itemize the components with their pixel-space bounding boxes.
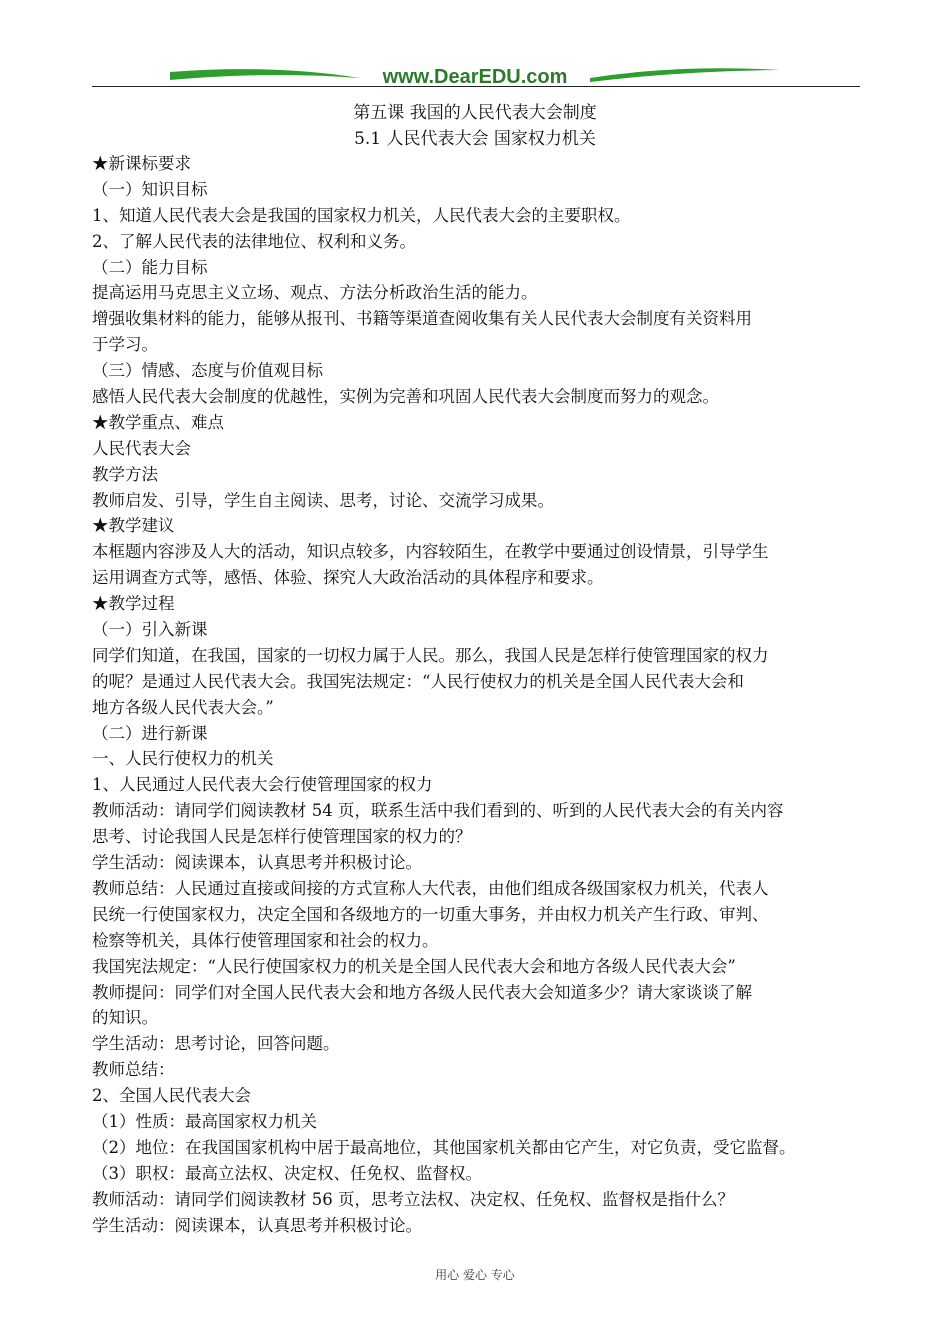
- text-line: （二）进行新课: [92, 723, 208, 743]
- text-line: 教师活动：请同学们阅读教材 56 页，思考立法权、决定权、任免权、监督权是指什么？: [92, 1189, 734, 1209]
- text-line: （一）引入新课: [92, 620, 208, 640]
- text-line: （二）能力目标: [92, 257, 208, 277]
- text-line: 思考、讨论我国人民是怎样行使管理国家的权力的？: [92, 827, 472, 847]
- text-line: 的知识。: [92, 1008, 158, 1028]
- text-line: （三）情感、态度与价值观目标: [92, 361, 323, 381]
- text-line: 民统一行使国家权力，决定全国和各级地方的一切重大事务，并由权力机关产生行政、审判、: [92, 904, 769, 924]
- site-logo-banner: [170, 62, 780, 92]
- text-line: 人民代表大会: [92, 438, 191, 458]
- text-line: 教师启发、引导，学生自主阅读、思考，讨论、交流学习成果。: [92, 490, 554, 510]
- text-line: 2、了解人民代表的法律地位、权利和义务。: [92, 231, 416, 251]
- text-line: 于学习。: [92, 335, 158, 355]
- text-line: 1、人民通过人民代表大会行使管理国家的权力: [92, 775, 433, 795]
- header-rule: [92, 86, 860, 87]
- text-line: 学生活动：阅读课本，认真思考并积极讨论。: [92, 1215, 422, 1235]
- text-line: ★新课标要求: [92, 154, 191, 173]
- text-line: 的呢？是通过人民代表大会。我国宪法规定：“人民行使权力的机关是全国人民代表大会和: [92, 671, 744, 691]
- text-line: （1）性质：最高国家权力机关: [92, 1111, 317, 1131]
- section-subtitle: 5.1 人民代表大会 国家权力机关: [354, 129, 596, 149]
- text-line: 检察等机关，具体行使管理国家和社会的权力。: [92, 930, 439, 950]
- page-footer: 用心 爱心 专心: [435, 1268, 515, 1282]
- text-line: ★教学建议: [92, 516, 175, 536]
- right-swoosh: [590, 68, 780, 82]
- text-line: 学生活动：思考讨论，回答问题。: [92, 1034, 340, 1054]
- text-line: （2）地位：在我国国家机构中居于最高地位，其他国家机关都由它产生，对它负责，受它监督。: [92, 1137, 796, 1157]
- text-line: 教学方法: [92, 464, 158, 484]
- text-line: （一）知识目标: [92, 179, 208, 199]
- lesson-title: 第五课 我国的人民代表大会制度: [353, 103, 597, 123]
- left-swoosh: [170, 69, 360, 80]
- text-line: 本框题内容涉及人大的活动，知识点较多，内容较陌生，在教学中要通过创设情景，引导学生: [92, 542, 769, 562]
- text-line: 教师总结：: [92, 1060, 175, 1080]
- text-line: 地方各级人民代表大会。”: [92, 697, 274, 717]
- text-line: 运用调查方式等，感悟、体验、探究人大政治活动的具体程序和要求。: [92, 568, 604, 588]
- text-line: 提高运用马克思主义立场、观点、方法分析政治生活的能力。: [92, 283, 538, 303]
- document-body: [92, 151, 864, 1238]
- text-line: 教师活动：请同学们阅读教材 54 页，联系生活中我们看到的、听到的人民代表大会的有关内容: [92, 801, 784, 821]
- text-line: ★教学过程: [92, 594, 175, 614]
- text-line: 学生活动：阅读课本，认真思考并积极讨论。: [92, 853, 422, 873]
- text-line: （3）职权：最高立法权、决定权、任免权、监督权。: [92, 1163, 482, 1183]
- text-line: ★教学重点、难点: [92, 412, 224, 432]
- text-line: 2、全国人民代表大会: [92, 1086, 251, 1106]
- text-line: 感悟人民代表大会制度的优越性，实例为完善和巩固人民代表大会制度而努力的观念。: [92, 387, 719, 407]
- site-url-text: www.DearEDU.com: [382, 66, 568, 88]
- text-line: 一、人民行使权力的机关: [92, 749, 274, 769]
- text-line: 教师总结：人民通过直接或间接的方式宣称人大代表，由他们组成各级国家权力机关，代表人: [92, 878, 769, 898]
- text-line: 增强收集材料的能力，能够从报刊、书籍等渠道查阅收集有关人民代表大会制度有关资料用: [92, 309, 752, 329]
- text-line: 我国宪法规定：“人民行使国家权力的机关是全国人民代表大会和地方各级人民代表大会”: [92, 956, 736, 976]
- text-line: 教师提问：同学们对全国人民代表大会和地方各级人民代表大会知道多少？请大家谈谈了解: [92, 982, 752, 1002]
- text-line: 同学们知道，在我国，国家的一切权力属于人民。那么，我国人民是怎样行使管理国家的权力: [92, 645, 769, 665]
- text-line: 1、知道人民代表大会是我国的国家权力机关，人民代表大会的主要职权。: [92, 205, 631, 225]
